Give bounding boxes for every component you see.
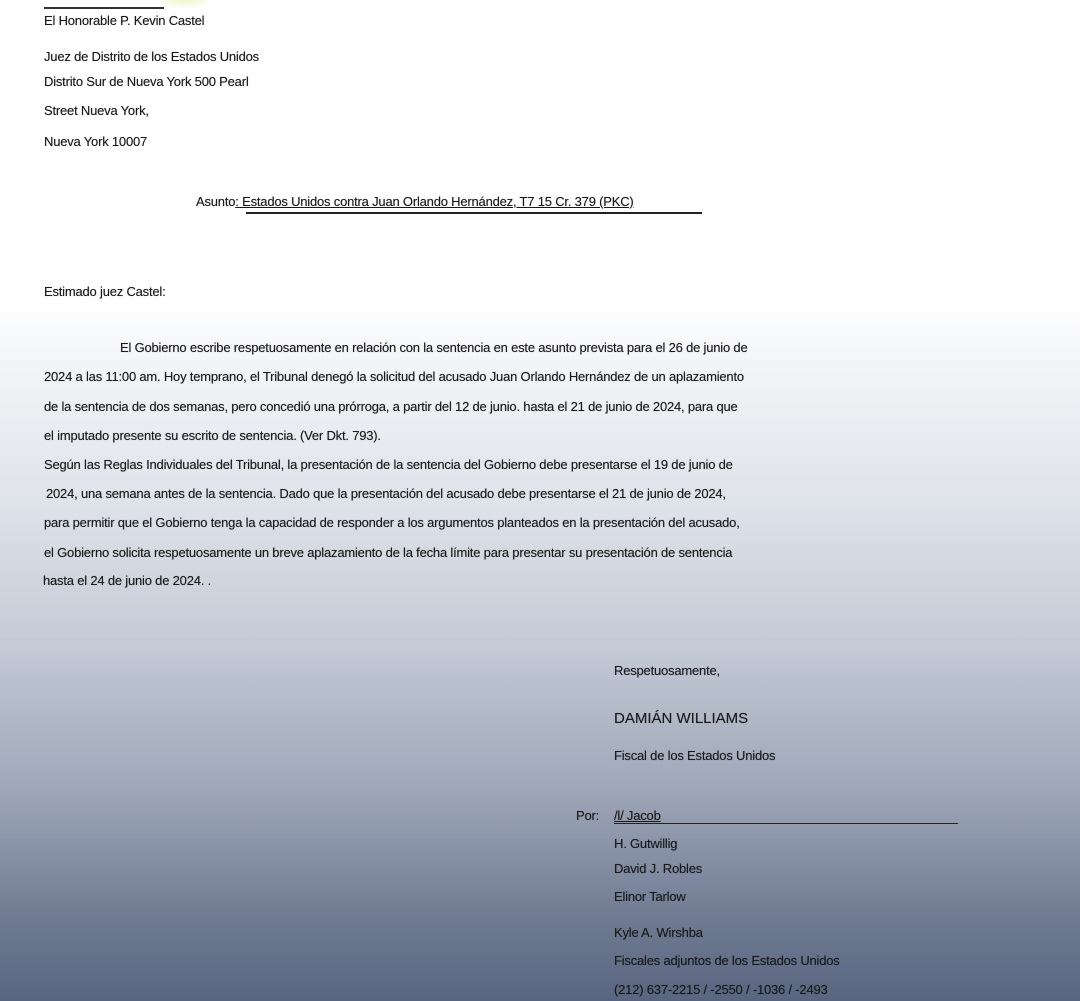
signer-title: Fiscal de los Estados Unidos [614, 748, 776, 763]
subject-underline [246, 212, 702, 214]
por-label: Por: [576, 808, 600, 823]
top-rule [44, 0, 164, 9]
body-line: de la sentencia de dos semanas, pero concedió una prórroga, a partir del 12 de junio. hasta el 21 de junio de 2024, para que [44, 399, 738, 414]
body-line: Según las Reglas Individuales del Tribunal, la presentación de la sentencia del Gobierno debe presentarse el 19 de junio de [44, 457, 733, 472]
body-line: El Gobierno escribe respetuosamente en relación con la sentencia en este asunto prevista para el 26 de junio de [120, 340, 748, 355]
body-line: 2024 a las 11:00 am. Hoy temprano, el Tribunal denegó la solicitud del acusado Juan Orlando Hernández de un aplazamiento [44, 369, 744, 384]
signature-mark: /l/ Jacob [614, 808, 661, 823]
assistants-role: Fiscales adjuntos de los Estados Unidos [614, 953, 840, 968]
subject-label: Asunto [196, 194, 236, 209]
body-line: 2024, una semana antes de la sentencia. Dado que la presentación del acusado debe presentarse el 21 de junio de 2024, [46, 486, 726, 501]
assistant-name: David J. Robles [614, 861, 703, 876]
phone-numbers: (212) 637-2215 / -2550 / -1036 / -2493 [614, 982, 828, 997]
addressee-title: Juez de Distrito de los Estados Unidos [44, 49, 259, 64]
subject-case: : Estados Unidos contra Juan Orlando Hernández, T7 15 Cr. 379 (PKC) [235, 194, 634, 209]
assistant-name: Kyle A. Wirshba [614, 925, 703, 940]
addressee-street: Street Nueva York, [44, 103, 149, 118]
body-line: hasta el 24 de junio de 2024. . [43, 573, 211, 588]
signer-name: DAMIÁN WILLIAMS [614, 710, 749, 727]
addressee-city: Nueva York 10007 [44, 134, 148, 149]
body-line: para permitir que el Gobierno tenga la capacidad de responder a los argumentos planteados en la presentación del acusado, [44, 515, 740, 530]
subject-line [196, 194, 634, 209]
addressee-court: Distrito Sur de Nueva York 500 Pearl [44, 74, 249, 89]
addressee-name: El Honorable P. Kevin Castel [44, 13, 205, 28]
assistant-name: Elinor Tarlow [614, 889, 686, 904]
signature-line [614, 823, 958, 824]
body-line: el Gobierno solicita respetuosamente un breve aplazamiento de la fecha límite para presentar su presentación de sentencia [44, 545, 733, 560]
salutation: Estimado juez Castel: [44, 284, 166, 299]
closing: Respetuosamente, [614, 663, 720, 678]
body-line: el imputado presente su escrito de sentencia. (Ver Dkt. 793). [44, 428, 381, 443]
assistant-name: H. Gutwillig [614, 836, 678, 851]
